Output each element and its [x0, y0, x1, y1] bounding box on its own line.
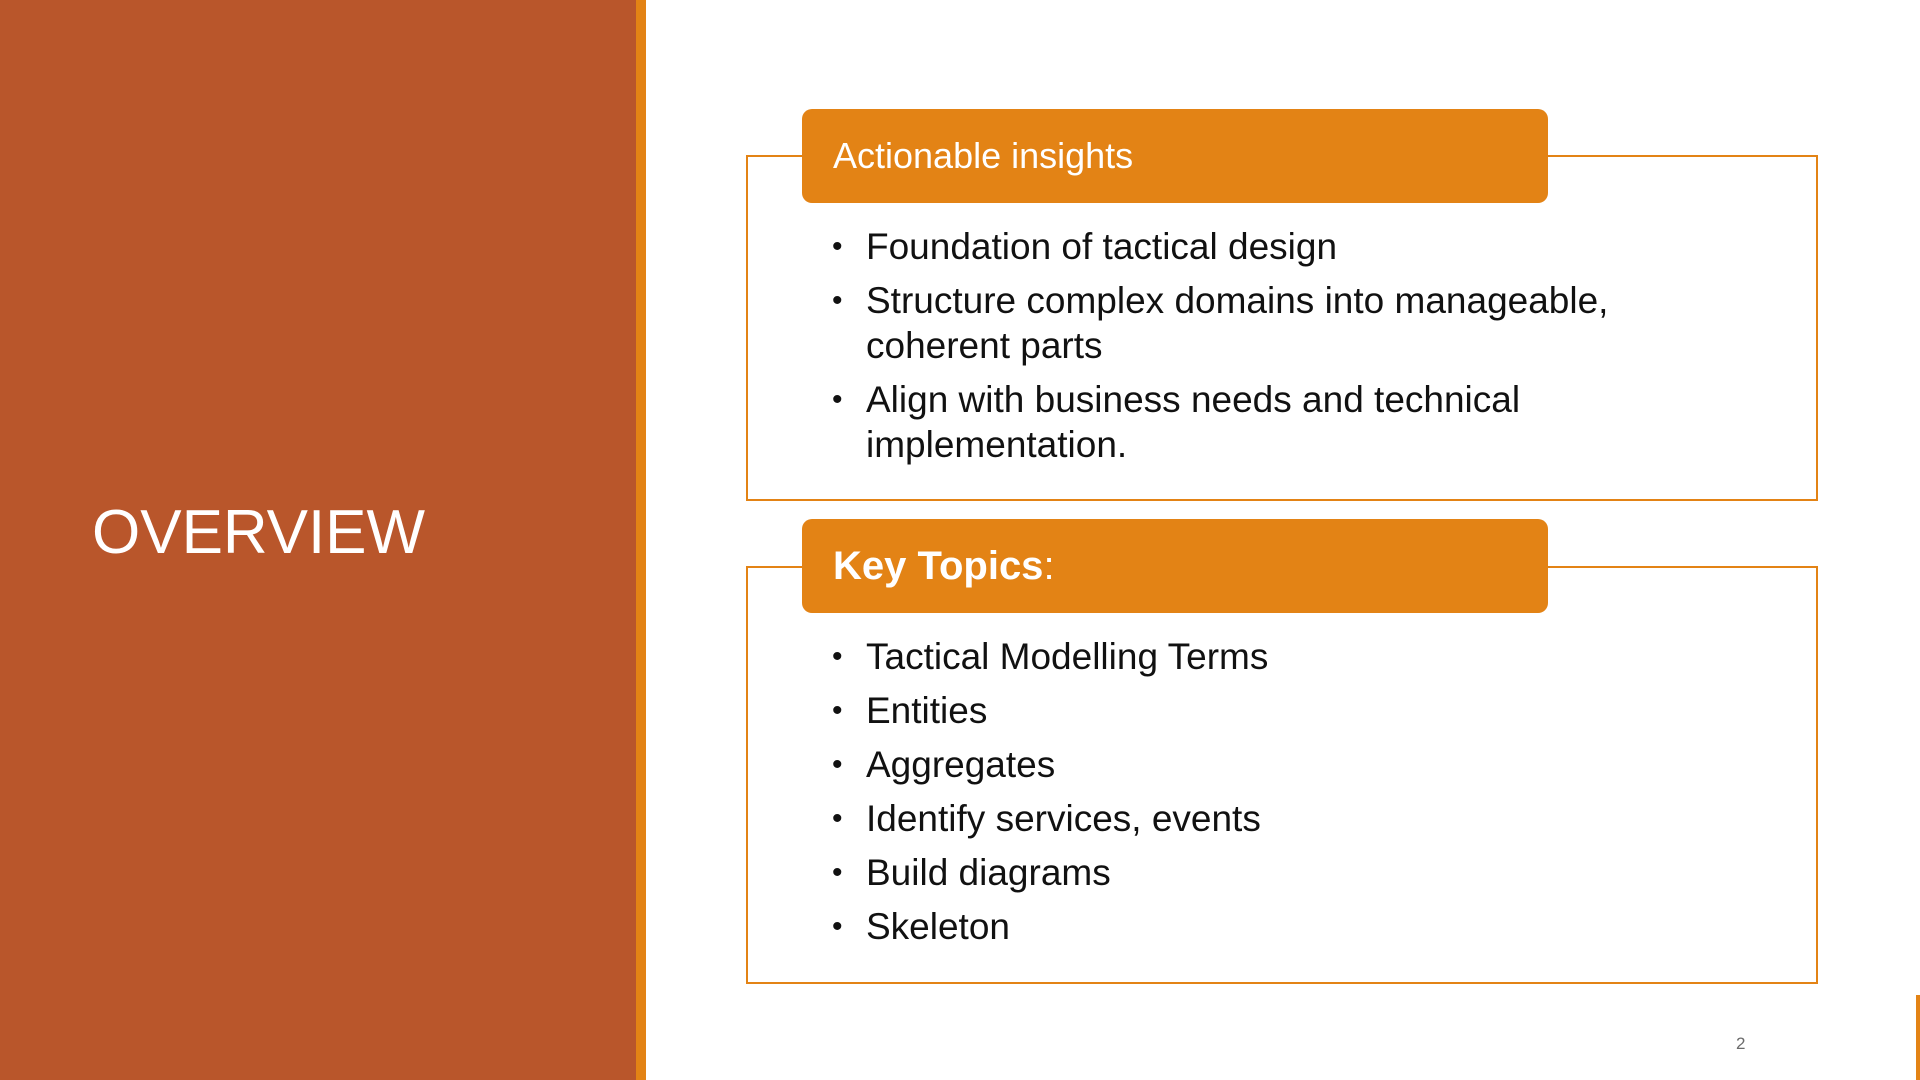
insights-header-label: Actionable insights — [833, 135, 1134, 176]
key-topics-header-label: Key Topics — [833, 543, 1044, 588]
bullet-icon: • — [832, 640, 843, 673]
list-item-text: Identify services, events — [866, 798, 1261, 839]
list-item-text: Align with business needs and technical implementation. — [866, 379, 1521, 465]
list-item — [832, 796, 1692, 841]
list-item-text: Foundation of tactical design — [866, 226, 1338, 267]
bullet-icon: • — [832, 856, 843, 889]
list-item-text: Entities — [866, 690, 988, 731]
list-item — [832, 904, 1692, 949]
list-item-text: Structure complex domains into manageable, coherent parts — [866, 280, 1609, 366]
key-topics-header — [802, 519, 1548, 613]
bullet-icon: • — [832, 284, 843, 317]
bullet-icon: • — [832, 230, 843, 263]
list-item — [832, 224, 1692, 269]
accent-stripe — [636, 0, 646, 1080]
list-item — [832, 278, 1692, 368]
key-topics-header-colon: : — [1043, 543, 1055, 588]
bullet-icon: • — [832, 910, 843, 943]
insights-list — [832, 224, 1692, 476]
list-item — [832, 688, 1692, 733]
list-item-text: Skeleton — [866, 906, 1010, 947]
key-topics-list — [832, 634, 1692, 958]
bullet-icon: • — [832, 802, 843, 835]
edge-accent — [1916, 995, 1920, 1080]
list-item-text: Aggregates — [866, 744, 1056, 785]
list-item-text: Tactical Modelling Terms — [866, 636, 1269, 677]
bullet-icon: • — [832, 748, 843, 781]
bullet-icon: • — [832, 383, 843, 416]
page-number: 2 — [1736, 1034, 1746, 1053]
list-item — [832, 634, 1692, 679]
list-item — [832, 377, 1692, 467]
slide-title: OVERVIEW — [92, 498, 426, 567]
list-item — [832, 850, 1692, 895]
insights-header — [802, 109, 1548, 203]
bullet-icon: • — [832, 694, 843, 727]
list-item-text: Build diagrams — [866, 852, 1111, 893]
list-item — [832, 742, 1692, 787]
